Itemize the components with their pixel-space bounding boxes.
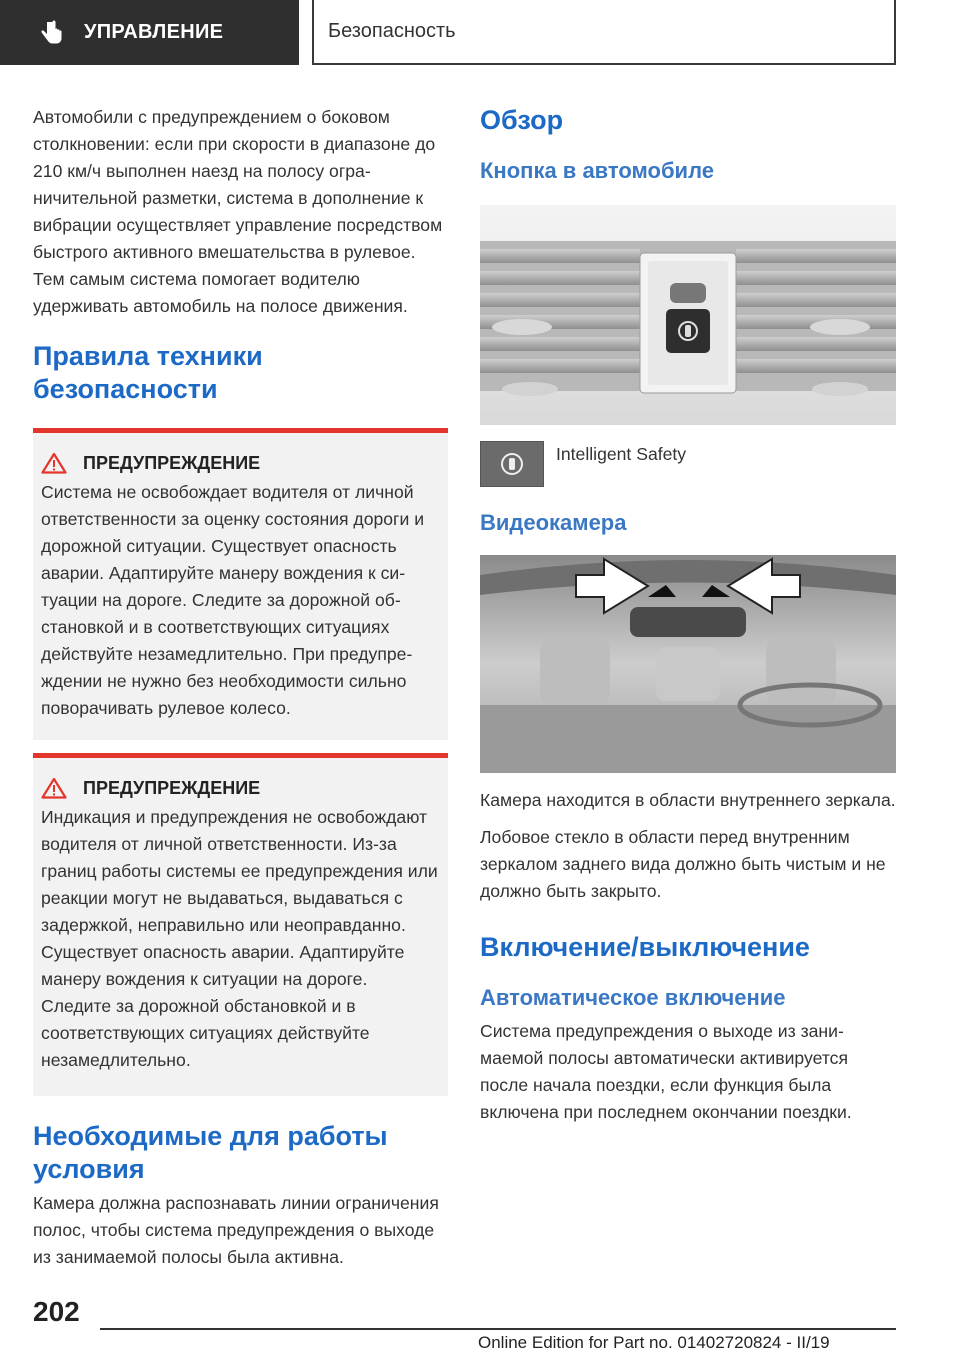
camera-photo: [480, 555, 896, 773]
left-column: [33, 96, 448, 1271]
camera-paragraph-2: Лобовое стекло в области перед внутренним зеркалом заднего вида должно быть чистым и не должно быть закрыто.: [480, 827, 886, 901]
warning-2-text: Индикация и предупреждения не освобождают водителя от личной ответственности. Из-за границ работы системы ее предупреждения или реакции могут не выдаваться, выдаваться с задержкой, неправильно или неоправданно. Существует опасность аварии. Адаптируйте манеру вождения к ситуации на дороге. Следите за дорожной обстановкой и в соответствующих ситуациях действуйте незамедлительно.: [41, 807, 438, 1070]
auto-paragraph: Система предупреждения о выходе из занимаемой полосы автоматически активируется после начала поездки, если функция была включена при последнем окончании поездки.: [480, 1021, 852, 1122]
header-chapter-label: Безопасность: [328, 20, 456, 42]
warning-triangle-icon: [41, 452, 67, 474]
car-interior-illustration: [480, 555, 896, 773]
overview-heading: Обзор: [480, 105, 564, 135]
button-caption-text: Intelligent Safety: [556, 444, 687, 464]
camera-heading: Видеокамера: [480, 510, 627, 535]
auto-heading: Автоматическое включение: [480, 985, 786, 1010]
intro-paragraph: Автомобили с предупреждением о боковом столкновении: если при скорости в диапазоне до 210 км/ч выполнен наезд на полосу ограничительной разметки, система в дополнение к вибрации осуществляет управление посредством быстрого активного вмешательства в рулевое. Тем самым система помогает водителю удерживать автомобиль на полосе движения.: [33, 107, 443, 316]
conditions-paragraph: Камера должна распознавать линии ограничения полос, чтобы система предупреждения о выходе из занимаемой полосы была активна.: [33, 1193, 439, 1267]
camera-paragraph-1: Камера находится в области внутреннего зеркала.: [480, 790, 896, 810]
footer-divider: [100, 1328, 896, 1330]
warning-box-1: [33, 428, 448, 740]
hand-pointer-icon: [38, 20, 64, 46]
intelligent-safety-icon: [480, 441, 544, 487]
safety-heading: Правила техники безопасности: [33, 341, 263, 404]
button-photo: [480, 205, 896, 425]
warning-1-text: Система не освобождает водителя от личной ответственности за оценку состояния дороги и дорожной ситуации. Существует опасность аварии. Адаптируйте манеру вождения к ситуации на дороге. Следите за дорожной обстановкой и в соответствующих ситуациях действуйте незамедлительно. При предупреждении не нужно без необходимости сильно поворачивать рулевое колесо.: [41, 482, 425, 718]
onoff-heading: Включение/выключение: [480, 932, 810, 962]
button-heading: Кнопка в автомобиле: [480, 158, 714, 183]
dashboard-vent-illustration: [480, 205, 896, 425]
button-caption: [480, 441, 896, 487]
warning-triangle-icon: [41, 777, 67, 799]
warning-2-title: ПРЕДУПРЕЖДЕНИЕ: [83, 777, 261, 798]
conditions-heading: Необходимые для работы условия: [33, 1121, 388, 1184]
page-number: 202: [33, 1296, 80, 1327]
header-section-tab: [0, 0, 299, 65]
warning-box-2: [33, 753, 448, 1096]
right-column: [480, 96, 896, 1126]
header-section-label: УПРАВЛЕНИЕ: [84, 21, 224, 43]
footer-edition: Online Edition for Part no. 01402720824 - II/19: [478, 1333, 830, 1352]
header-chapter-tab: [312, 0, 896, 65]
warning-1-title: ПРЕДУПРЕЖДЕНИЕ: [83, 452, 261, 473]
